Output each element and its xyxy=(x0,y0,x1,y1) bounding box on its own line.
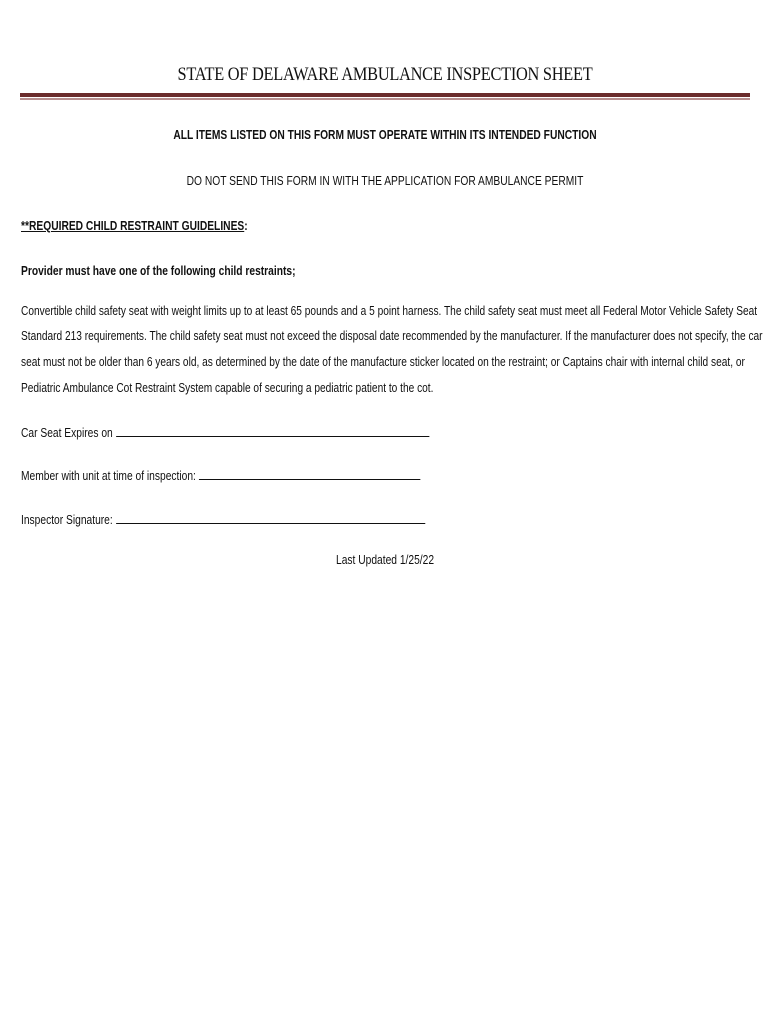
do-not-send-notice: DO NOT SEND THIS FORM IN WITH THE APPLICATION FOR AMBULANCE PERMIT xyxy=(186,174,584,188)
guideline-text-line: seat must not be older than 6 years old, as determined by the date of the manufacture sticker located on the restraint; or Captains chair with internal child seat, or xyxy=(21,355,745,369)
operate-notice: ALL ITEMS LISTED ON THIS FORM MUST OPERATE WITHIN ITS INTENDED FUNCTION xyxy=(173,128,597,142)
inspector-signature-input[interactable] xyxy=(116,511,425,524)
guideline-text-line: Pediatric Ambulance Cot Restraint System capable of securing a pediatric patient to the cot. xyxy=(21,381,434,395)
provider-requirement-heading: Provider must have one of the following child restraints; xyxy=(21,264,296,278)
inspector-signature-field xyxy=(21,511,425,527)
guidelines-heading-colon: : xyxy=(244,219,248,233)
member-with-unit-label: Member with unit at time of inspection: xyxy=(21,469,196,483)
guidelines-heading-text: **REQUIRED CHILD RESTRAINT GUIDELINES xyxy=(21,219,245,233)
car-seat-expires-input[interactable] xyxy=(116,424,429,437)
guideline-text-line: Standard 213 requirements. The child safety seat must not exceed the disposal date recommended by the manufacturer. If the manufacturer does not specify, the car xyxy=(21,329,763,343)
car-seat-expires-label: Car Seat Expires on xyxy=(21,426,113,440)
divider-thick-line xyxy=(20,93,750,97)
title-divider xyxy=(20,93,750,101)
guideline-text-line: Convertible child safety seat with weight limits up to at least 65 pounds and a 5 point harness. The child safety seat must meet all Federal Motor Vehicle Safety Seat xyxy=(21,304,758,318)
child-restraint-guidelines-heading xyxy=(21,219,248,233)
last-updated-note: Last Updated 1/25/22 xyxy=(336,553,435,567)
divider-thin-line xyxy=(20,98,750,100)
inspector-signature-label: Inspector Signature: xyxy=(21,513,113,527)
member-with-unit-input[interactable] xyxy=(199,467,420,480)
page-title: STATE OF DELAWARE AMBULANCE INSPECTION SHEET xyxy=(177,64,593,85)
member-with-unit-field xyxy=(21,467,421,483)
car-seat-expires-field xyxy=(21,424,429,440)
